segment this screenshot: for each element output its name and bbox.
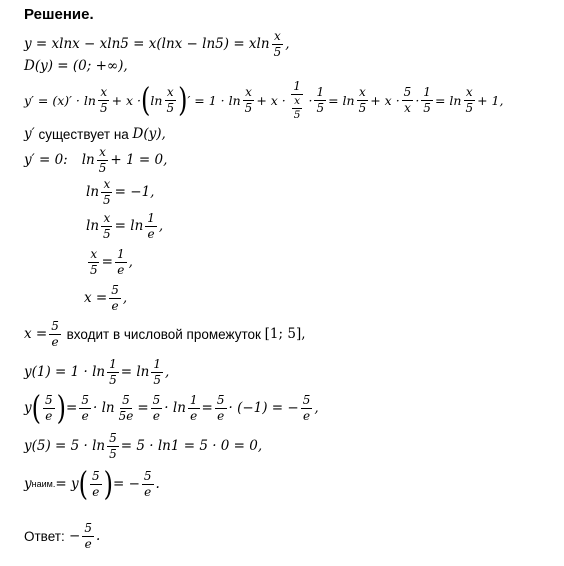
text: y′ = 0:: [24, 152, 68, 169]
answer-line: [24, 522, 100, 550]
text: ·: [308, 92, 313, 108]
compound-fraction: [288, 80, 307, 121]
value-at-5e-line: [24, 389, 319, 427]
numerator: 5: [111, 283, 119, 297]
denominator: e: [84, 536, 92, 551]
text: · (−1) = −: [228, 400, 299, 417]
denominator: e: [111, 298, 119, 313]
numerator: x: [100, 85, 108, 100]
fraction: [402, 86, 414, 114]
denominator: e: [81, 408, 89, 423]
denominator: 5e: [118, 408, 134, 423]
text: =: [201, 400, 213, 417]
value-at-5-line: [24, 432, 262, 460]
existence-line: [24, 126, 166, 142]
fraction: [145, 212, 157, 240]
fraction: [164, 86, 176, 114]
text: + 1,: [477, 92, 504, 108]
denominator: e: [303, 408, 311, 423]
text: .: [95, 528, 101, 545]
denominator: e: [117, 262, 125, 277]
text: y = xlnx − xln5 = x(lnx − ln5) = xln: [24, 36, 270, 53]
fraction: [188, 394, 200, 422]
fraction: [109, 284, 121, 312]
text: [1; 5],: [264, 326, 306, 343]
denominator: 5: [90, 262, 98, 277]
text: ,: [165, 364, 170, 381]
text: D(y),: [132, 126, 166, 142]
text: =: [66, 400, 78, 417]
fraction: [79, 394, 91, 422]
text: =: [101, 254, 113, 271]
text: y′ = (x)′ · ln: [24, 92, 96, 108]
denominator: e: [152, 408, 161, 423]
numerator: x: [103, 177, 111, 191]
paren-open: (: [141, 81, 151, 120]
numerator: 5: [51, 319, 59, 333]
text: y′: [24, 126, 35, 142]
paren-open: (: [31, 389, 42, 427]
equation-line-9: [84, 284, 127, 312]
numerator: 5: [152, 393, 161, 407]
denominator: e: [190, 408, 198, 423]
text: ln: [150, 92, 163, 108]
paren-open: (: [78, 465, 88, 503]
value-at-1-line: [24, 358, 169, 386]
denominator: 5: [465, 100, 474, 115]
fraction: [82, 522, 94, 550]
numerator: 5: [84, 521, 92, 535]
answer-label: Ответ:: [24, 528, 65, 544]
numerator: 1: [147, 211, 155, 225]
interval-line: [24, 320, 306, 348]
text: = ln: [114, 218, 144, 235]
text: · ln: [164, 400, 186, 417]
denominator: 5: [166, 100, 175, 115]
text: + 1 = 0,: [110, 152, 168, 169]
numerator: x: [465, 85, 473, 100]
numerator: 5: [143, 469, 152, 483]
text: ,: [285, 36, 290, 53]
text: y(1) = 1 · ln: [24, 364, 106, 381]
text: ln: [81, 152, 95, 169]
text: .: [155, 476, 160, 493]
fraction: [272, 30, 284, 58]
fraction: [107, 432, 119, 460]
numerator: x: [359, 85, 366, 100]
denominator: e: [92, 484, 100, 499]
fraction: [151, 358, 163, 386]
numerator: x: [99, 145, 106, 159]
numerator: 5: [216, 393, 225, 407]
fraction: [421, 86, 433, 114]
denominator: e: [45, 408, 53, 423]
numerator: 1: [116, 247, 125, 261]
text: + x ·: [256, 92, 286, 108]
numerator: x: [90, 247, 98, 261]
text: = 5 · ln1 = 5 · 0 = 0,: [120, 438, 263, 455]
text: ′ = 1 · ln: [187, 92, 241, 108]
denominator: e: [217, 408, 225, 423]
fraction: [301, 394, 313, 422]
fraction: [88, 248, 100, 276]
denominator: 5: [244, 100, 253, 115]
denominator: 5: [99, 100, 108, 115]
denominator: 5: [316, 100, 325, 115]
inner-fraction: [292, 96, 303, 121]
numerator: 5: [81, 393, 89, 407]
text: = ln: [328, 92, 355, 108]
denominator: e: [147, 226, 155, 241]
text: = y: [55, 476, 79, 493]
numerator: x: [292, 96, 302, 109]
derivative-line: [24, 80, 503, 121]
numerator: 1: [423, 85, 431, 100]
solution-heading: Решение.: [24, 6, 94, 23]
text: −: [64, 528, 81, 545]
denominator: 5: [109, 372, 117, 387]
fraction: [314, 86, 326, 114]
fraction: [101, 212, 113, 240]
denominator: 5: [273, 44, 282, 59]
denominator: 5: [103, 226, 111, 241]
denominator: 5: [103, 192, 111, 207]
paren-close: ): [56, 389, 67, 427]
text: x =: [84, 290, 108, 307]
numerator: 5: [45, 393, 53, 407]
fraction: [97, 146, 109, 174]
text: =: [137, 400, 149, 417]
text: y(5) = 5 · ln: [24, 438, 106, 455]
text: ,: [158, 218, 164, 235]
fraction: [243, 86, 255, 114]
denominator: [288, 95, 307, 121]
text: ,: [122, 290, 128, 307]
fraction: [101, 178, 113, 206]
numerator: 5: [122, 393, 130, 407]
numerator: 5: [91, 469, 100, 483]
denominator: e: [144, 484, 152, 499]
minimum-line: [24, 465, 160, 503]
text: D(y) = (0; +∞),: [24, 58, 128, 74]
paren-close: ): [103, 465, 113, 503]
fraction: [357, 86, 369, 114]
text: существует на: [34, 126, 133, 142]
numerator: 5: [302, 393, 311, 407]
numerator: 1: [109, 357, 117, 371]
fraction: [98, 86, 110, 114]
numerator: 1: [153, 357, 162, 371]
subscript: наим.: [31, 479, 56, 490]
text: ,: [128, 254, 133, 271]
numerator: 1: [293, 79, 301, 93]
text: ,: [314, 400, 319, 417]
equation-line-5: [24, 146, 167, 174]
fraction: [115, 248, 127, 276]
denominator: 5: [98, 160, 107, 175]
fraction: [43, 394, 55, 422]
fraction: [151, 394, 163, 422]
text: ln: [86, 218, 100, 235]
fraction: [90, 470, 102, 498]
denominator: e: [51, 334, 59, 349]
numerator: x: [245, 85, 252, 100]
text: x =: [24, 326, 48, 343]
text: · ln: [92, 400, 115, 417]
fraction: [142, 470, 154, 498]
text: = −1,: [114, 184, 155, 201]
denominator: 5: [423, 100, 431, 115]
numerator: 5: [109, 431, 117, 445]
text: ln: [86, 184, 100, 201]
equation-line-1: [24, 30, 290, 58]
denominator: x: [404, 100, 411, 115]
text: = ln: [120, 364, 150, 381]
denominator: 5: [153, 372, 162, 387]
text: ·: [415, 92, 420, 108]
text: входит в числовой промежуток: [62, 326, 265, 342]
fraction: [49, 320, 61, 348]
domain-line: [24, 58, 128, 74]
denominator: 5: [293, 108, 301, 121]
fraction: [463, 86, 475, 114]
equation-line-8: [86, 248, 133, 276]
numerator: 1: [189, 393, 198, 407]
text: + x ·: [111, 92, 142, 108]
text: = ln: [434, 92, 462, 108]
equation-line-6: [86, 178, 154, 206]
numerator: x: [166, 85, 174, 100]
numerator: 5: [403, 85, 412, 100]
denominator: 5: [358, 100, 367, 115]
fraction: [117, 394, 136, 422]
numerator: x: [103, 211, 111, 225]
fraction: [107, 358, 119, 386]
paren-close: ): [178, 81, 188, 120]
numerator: 1: [316, 85, 325, 100]
denominator: 5: [109, 446, 117, 461]
text: y: [24, 476, 32, 493]
fraction: [215, 394, 227, 422]
equation-line-7: [86, 212, 163, 240]
text: y: [24, 400, 32, 417]
text: = −: [112, 476, 140, 493]
text: + x ·: [370, 92, 400, 108]
numerator: x: [273, 29, 281, 43]
